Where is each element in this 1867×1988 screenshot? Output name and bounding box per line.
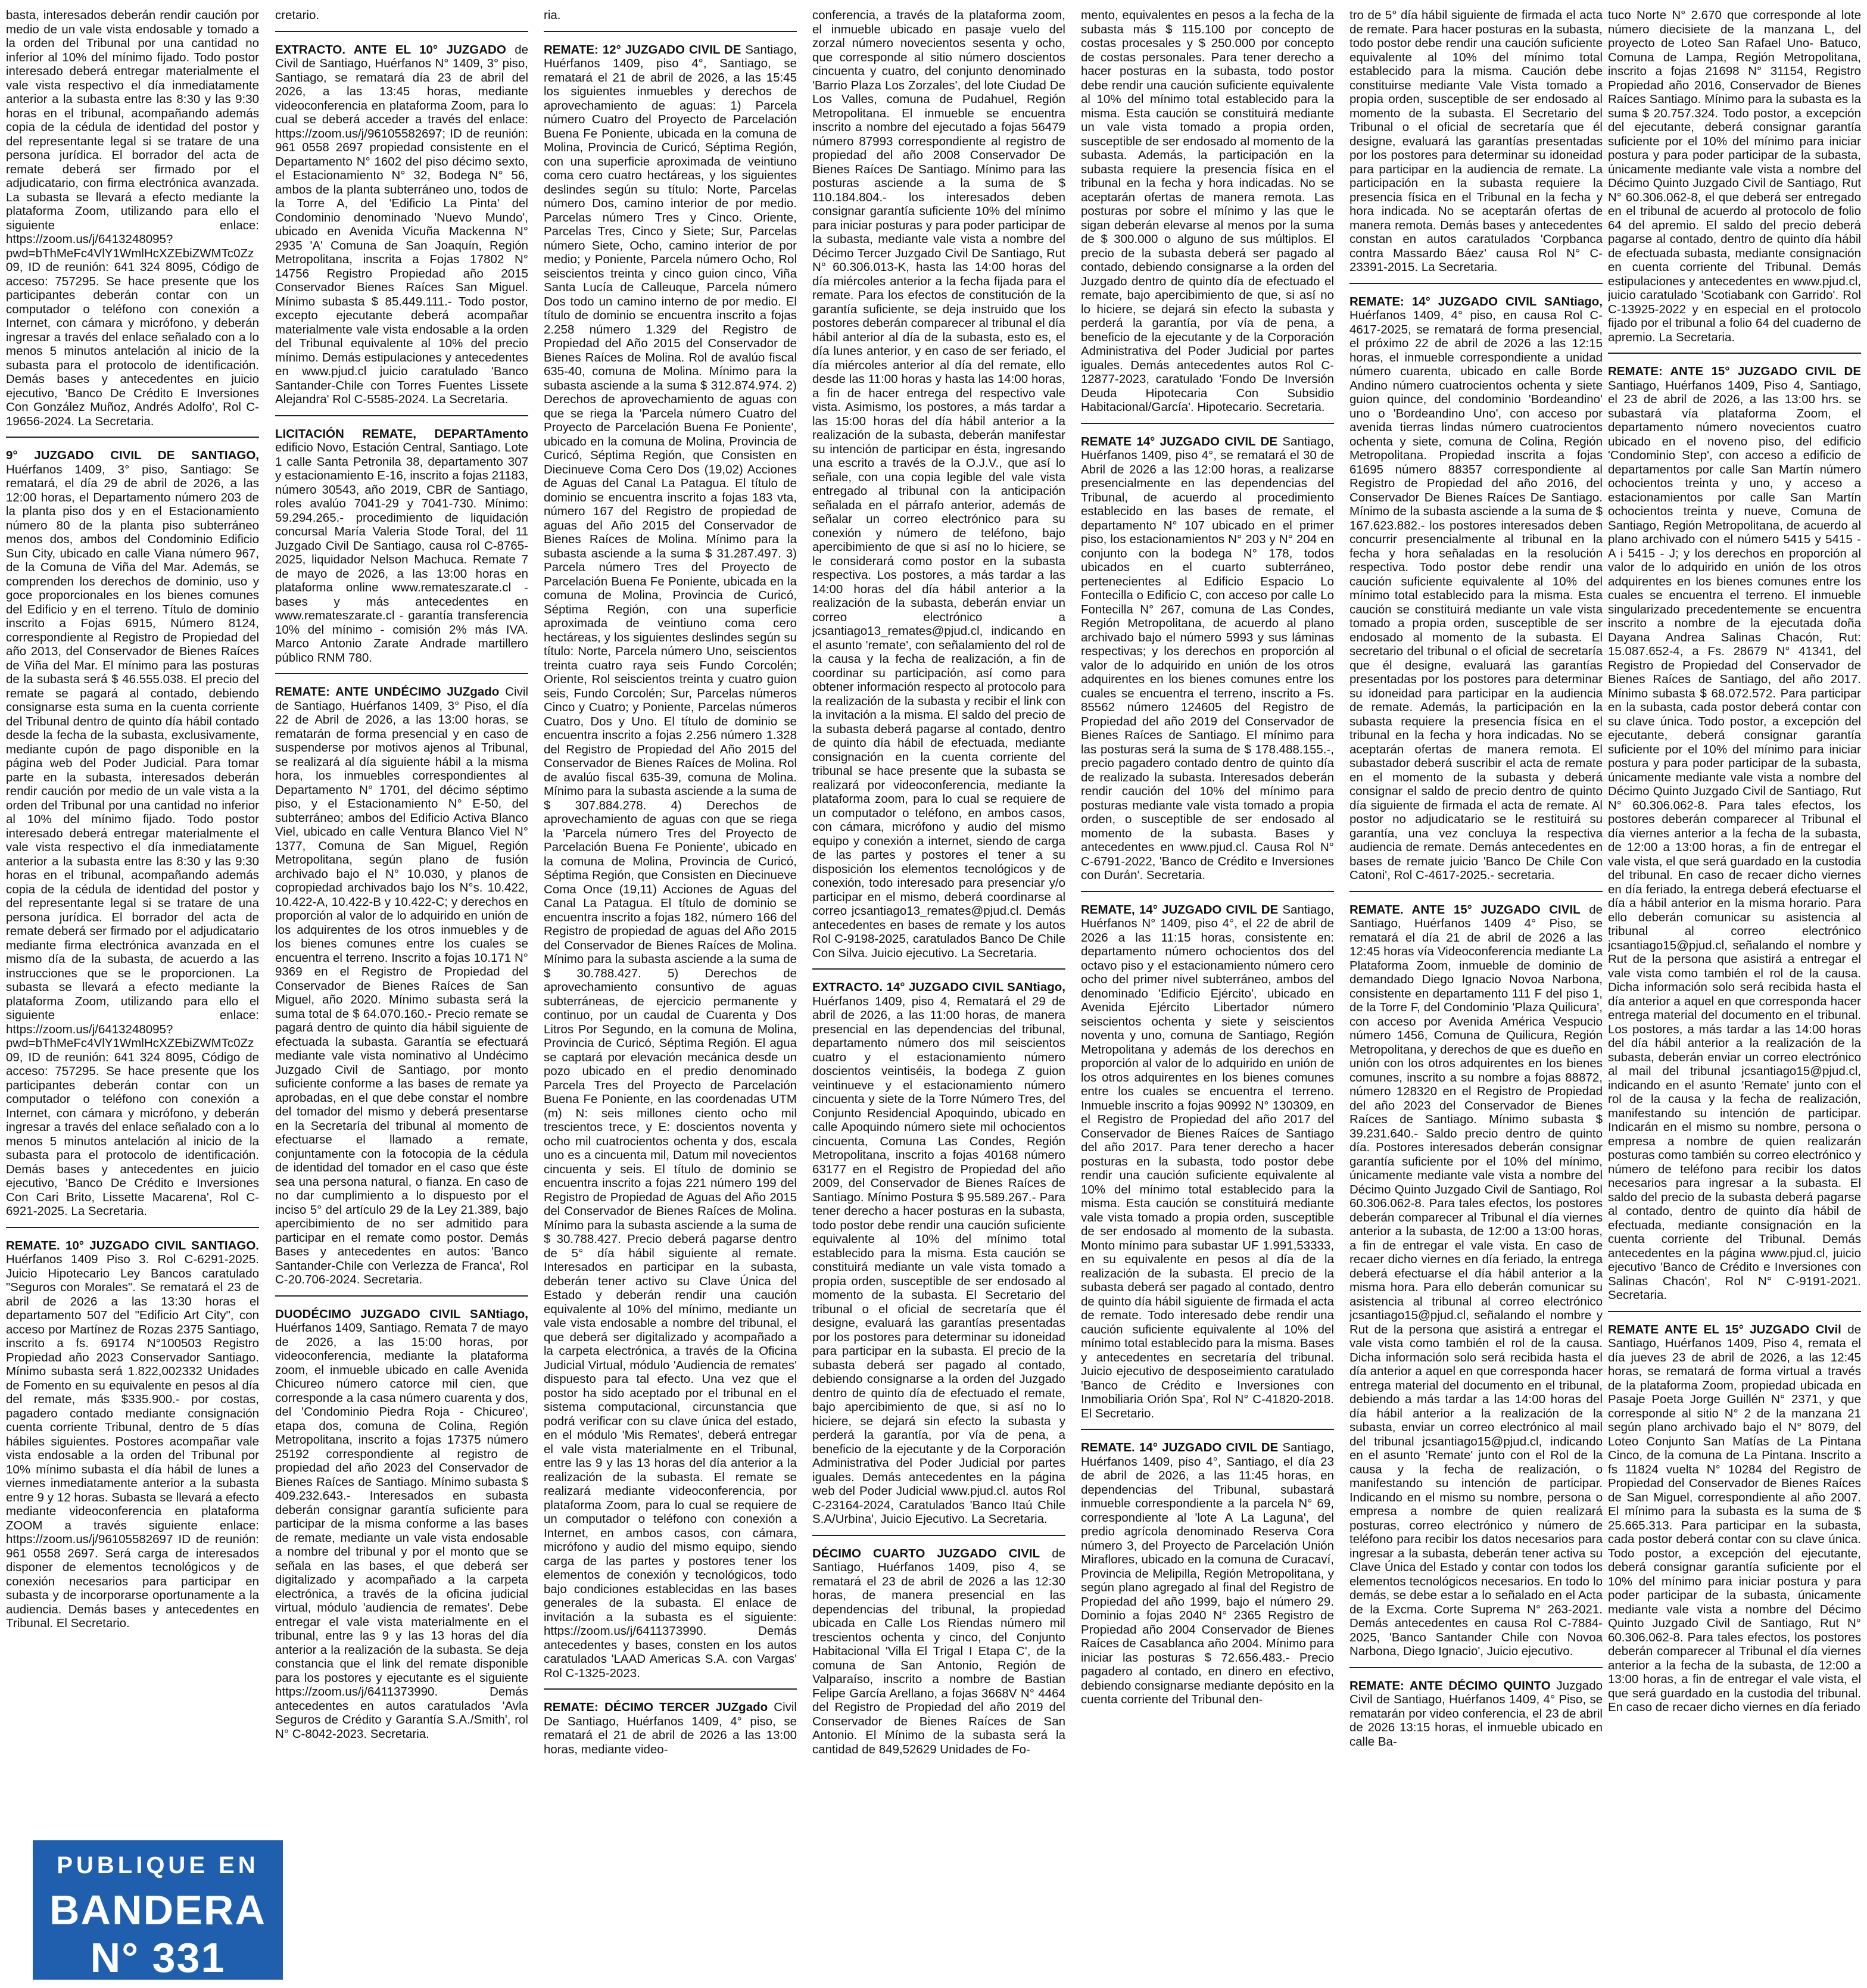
classified-ad [1081,903,1334,1431]
classified-ad [1608,8,1861,354]
classified-ad [1349,903,1603,1668]
ad-body: de Santiago, Huérfanos 1409, Piso 4, remata el día jueves 23 de abril de 2026, a las 12:45 horas, se rematará de forma virtual a través de la plataforma Zoom, propiedad ubicada en Pasaje Poeta Jorge Guillén N° 2371, y que corresponde al sitio N° 2 de la manzana 21 según plano archivado bajo el N° 8079, del Loteo Conjunto San Matías de La Pintana Cinco, de la comuna de La Pintana. Inscrito a fs 11824 vuelta N° 10284 del Registro de Propiedad del Conservador de Bienes Raíces de San Miguel, correspondiente al año 2007. El mínimo para la subasta es la suma de $ 25.665.313. Para participar en la subasta, cada postor deberá contar con su clave única. Todo postor, a excepción del ejecutante, deberá consignar garantía suficiente por el 10% del mínimo para iniciar postura y para poder participar de la subasta, únicamente mediante vale vista a nombre del Décimo Quinto Juzgado Civil de Santiago, Rut N° 60.306.062-8. Para tales efectos, los postores deberán comparecer al Tribunal el día viernes anterior a la fecha de la subasta, de 12:00 a 13:00 horas, a fin de entregar el vale vista, el que será guardado en la custodia del tribunal. En caso de recaer dicho viernes en día feriado [1608,1322,1861,1714]
ad-heading: REMATE. 10° JUZGADO CIVIL SANTIAGO. [6,1238,259,1252]
ad-body: de Civil de Santiago, Huérfanos N° 1409, 3° piso, Santiago, se rematará día 23 de abril del 2026, a las 13:45 horas, mediante videoconferencia en plataforma Zoom, para lo cual se deberá acceder a través del enlace: https://zoom.us/j/96105582697; ID de reunión: 961 0558 2697 propiedad consistente en el Departamento N° 1602 del piso décimo sexto, el Estacionamiento N° 32, Bodega N° 56, ambos de la planta subterráneo uno, todos de la Torre A, del 'Edificio La Pinta' del Condominio denominado 'Nuevo Mundo', ubicado en Avenida Vicuña Mackenna N° 2935 'A' Comuna de San Joaquín, Región Metropolitana, inscrita a Fojas 17802 N° 14756 Registro Propiedad año 2015 Conservador Bienes Raíces San Miguel. Mínimo subasta $ 85.449.111.- Todo postor, excepto ejecutante deberá acompañar materialmente vale vista endosable a la orden del Tribunal equivalente al 10% del precio mínimo. Demás estipulaciones y antecedentes en www.pjud.cl juicio caratulado 'Banco Santander-Chile con Torres Fuentes Lissete Alejandra' Rol C-5585-2024. La Secretaria. [275,42,528,406]
ad-body: Huérfanos 1409, 3° piso, Santiago: Se rematará, el día 29 de abril de 2026, a las 12:00 horas, el Departamento número 203 de la planta piso dos y en el Estacionamiento número 80 de la planta piso subterráneo menos dos, ambos del Condominio Edificio Sun City, ubicado en calle Viana número 967, de la Comuna de Viña del Mar. Además, se comprenden los derechos de dominio, uso y goce proporcionales en los bienes comunes del Edificio y en el terreno. Título de dominio inscrito a Fojas 6915, Número 8124, correspondiente al Registro de Propiedad del año 2013, del Conservador de Bienes Raíces de Viña del Mar. El mínimo para las posturas de la subasta será $ 46.555.038. El precio del remate se pagará al contado, debiendo consignarse esta suma en la cuenta corriente del Tribunal dentro de quinto día hábil contado desde la fecha de la subasta, exclusivamente, mediante cupón de pago disponible en la página web del Poder Judicial. Para tomar parte en la subasta, interesados deberán rendir caución por medio de un vale vista a la orden del Tribunal por una cantidad no inferior al 10% del mínimo fijado. Todo postor interesado deberá entregar materialmente el vale vista respectivo el día inmediatamente anterior a la subasta entre las 8:30 y las 9:30 horas en el tribunal, acompañando además copia de la cédula de identidad del postor y del representante legal si se tratare de una persona jurídica. El borrador del acta de remate deberá ser firmado por el adjudicatario mediante firma electrónica avanzada en el mismo día de la subasta, de acuerdo a las instrucciones que se le proporcionen. La subasta se llevará a efecto mediante la plataforma Zoom, utilizando para ello el siguiente enlace: https://zoom.us/j/6413248095?pwd=bThMeFc4VlY1WmlHcXZEbiZWMTc0Zz09, ID de reunión: 641 324 8095, Código de acceso: 757295. Se hace presente que los participantes deberán contar con un computador o teléfono con conexión a Internet, con cámara y micrófono, y deberán ingresar a través del enlace señalado con a lo menos 5 minutos antelación al inicio de la subasta para el protocolo de identificación. Demás bases y antecedentes en juicio ejecutivo, 'Banco De Crédito e Inversiones Con Cari Brito, Lissette Macarena', Rol C-6921-2025. La Secretaria. [6,462,259,1218]
banner-line2: BANDERA N° 331 [49,1887,266,1981]
ad-body: Huérfanos 1409, piso 4, Rematará el 29 de abril de 2026, a las 11:00 horas, de manera presencial en las dependencias del tribunal, departamento número dos mil seiscientos cuatro y el estacionamiento número doscientos veintiséis, la bodega Z guion veintinueve y el estacionamiento número cincuenta y siete de la Torre Número Tres, del Conjunto Residencial Apoquindo, ubicado en calle Apoquindo número siete mil ochocientos cincuenta, Comuna Las Condes, Región Metropolitana, inscrito a fojas 40168 número 63177 en el Registro de Propiedad del año 2009, del Conservador de Bienes Raíces de Santiago. Mínimo Postura $ 95.589.267.- Para tener derecho a hacer posturas en la subasta, todo postor debe rendir una caución suficiente equivalente al 10% del mínimo total establecido para la misma. Esta caución se constituirá mediante un vale vista tomado a propia orden, susceptible de ser endosado al momento de la subasta. El Secretario del tribunal o el oficial de secretaría que él designe, evaluará las garantías presentadas por los postores para determinar su idoneidad para participar en la subasta. El precio de la subasta deberá ser pagado al contado, debiendo consignarse a la orden del Juzgado dentro de quinto día de efectuado el remate, bajo apercibimiento de que, si así no lo hiciere, se dejará sin efecto la subasta y perderá la garantía, por vía de pena, a beneficio de la ejecutante y de la Corporación Administrativa del Poder Judicial por partes iguales. Demás antecedentes en la página web del Poder Judicial www.pjud.cl. autos Rol C-23164-2024, Caratulados 'Banco Itaú Chile S.A/Urbina', Juicio Ejecutivo. La Secretaria. [812,994,1065,1526]
ad-heading: EXTRACTO. 14° JUZGADO CIVIL SANtiago, [812,980,1065,994]
ad-body: Huérfanos 1409 Piso 3. Rol C-6291-2025. Juicio Hipotecario Ley Bancos caratulado "Seguros con Morales". Se rematará el 23 de abril de 2026 a las 13:30 horas el departamento 507 del "Edificio Art City", con acceso por Martínez de Rozas 2375 Santiago, inscrito a fs. 69174 N°100503 Registro Propiedad año 2023 Conservador Santiago. Mínimo subasta será 1.822,002332 Unidades de Fomento en su equivalente en pesos al día del remate, más $335.900.- por costas, pagadero contado mediante consignación cuenta corriente Tribunal, dentro de 5 días hábiles siguientes. Postores acompañar vale vista endosable a la orden del Tribunal por 10% mínimo subasta el día hábil de lunes a viernes inmediatamente anterior a la subasta entre 9 y 12 horas. Subasta se llevará a efecto mediante videoconferencia en plataforma ZOOM a través siguiente enlace: https://zoom.us/j/96105582697 ID de reunión: 961 0558 2697. Será carga de interesados disponer de elementos tecnológicos y de conexión necesarios para participar en subasta y de incorporarse oportunamente a la audiencia. Demás bases y antecedentes en Tribunal. El Secretario. [6,1252,259,1630]
ad-body: Santiago, Huérfanos 1409, Piso 4, Santiago, el 23 de abril de 2026, a las 13:00 hrs. se subastará vía plataforma Zoom, el departamento número novecientos cuatro ubicado en el noveno piso, del edificio 'Condominio Step', con acceso a edificio de departamentos por calle San Martín número ochocientos treinta y uno, y acceso a estacionamientos por calle San Martín ochocientos treinta y nueve, Comuna de Santiago, Región Metropolitana, de acuerdo al plano archivado con el número 5415 y 5415 - A i 5415 - J; y los derechos en proporción al valor de lo adquirido en unión de los otros adquirentes en los bienes comunes entre los cuales se encuentra el terreno. El inmueble singularizado precedentemente se encuentra inscrito a nombre de la ejecutada doña Dayana Andrea Salinas Chacón, Rut: 15.087.652-4, a Fs. 28679 N° 41341, del Registro de Propiedad del Conservador de Bienes Raíces de Santiago, del año 2017. Mínimo subasta $ 68.072.572. Para participar en la subasta, cada postor deberá contar con su clave única. Todo postor, a excepción del ejecutante, deberá consignar garantía suficiente por el 10% del mínimo para iniciar postura y para poder participar de la subasta, únicamente mediante vale vista a nombre del Décimo Quinto Juzgado Civil de Santiago, Rut N° 60.306.062-8. Para tales efectos, los postores deberán comparecer al Tribunal el día viernes anterior a la fecha de la subasta, de 12:00 a 13:00 horas, a fin de entregar el vale vista, el que será guardado en la custodia del tribunal. En caso de recaer dicho viernes en día feriado, la entrega deberá efectuarse el día a hábil anterior en la misma horario. Para ello deberán comunicar su asistencia al tribunal al correo electrónico jcsantiago15@pjud.cl, señalando el nombre y Rut de la persona que asistirá a entregar el vale vista como también el rol de la causa. Dicha información solo será recibida hasta el día anterior a aquel en que corresponda hacer entrega material del documento en el tribunal. Los postores, a más tardar a las 14:00 horas del día hábil anterior a la realización de la subasta, deberán enviar un correo electrónico al mail del tribunal jcsantiago15@pjud.cl, indicando en el asunto 'Remate' junto con el rol de la causa y la fecha de realización, manifestando su intención de participar. Indicarán en el mismo su nombre, persona o empresa a nombre de quien realizarán posturas como también su correo electrónico y número de teléfono para recibir los datos necesarios para ingresar a la subasta. El saldo del precio de la subasta deberá pagarse al contado, dentro de quinto día hábil de efectuada, mediante consignación en la cuenta corriente del Tribunal. Demás antecedentes en la página www.pjud.cl, juicio ejecutivo 'Banco de Crédito e Inversiones con Salinas Chacón', Rol N° C-9191-2021. Secretaria. [1608,378,1861,1302]
ad-heading: REMATE: DÉCIMO TERCER JUZgado [544,1700,768,1714]
ad-body: Santiago, Huérfanos N° 1409, piso 4°, el 22 de abril de 2026 a las 11:15 horas, consistente en: departamento número ochocientos dos del octavo piso y el estacionamiento número cero ocho del primer nivel subterráneo, ambos del denominado 'Edificio Ejército', ubicado en Avenida Ejército Libertador número seiscientos ochenta y siete y seiscientos noventa y uno, comuna de Santiago, Región Metropolitana y además de los derechos en proporción al valor de lo adquirido en unión de los otros adquirentes en los bienes comunes entre los cuales se encuentra el terreno. Inmueble inscrito a fojas 90992 N° 130309, en el Registro de Propiedad del año 2017 del Conservador de Bienes Raíces de Santiago del año 2017. Para tener derecho a hacer posturas en la subasta, todo postor debe rendir una caución suficiente equivalente al 10% del mínimo total establecido para la misma. Esta caución se constituirá mediante vale vista tomado a propia orden, susceptible de ser endosado al momento de la subasta. Monto mínimo para subastar UF 1.991,53333, en su equivalente en pesos al día de la realización de la subasta. El precio de la subasta deberá ser pagado al contado, dentro de quinto día hábil siguiente de firmada el acta de remate. Todo interesado debe rendir una caución suficiente equivalente al 10% del mínimo total establecido para la misma. Bases y antecedentes en secretaría del tribunal. Juicio ejecutivo de desposeimiento caratulado 'Banco de Crédito e Inversiones con Inmobiliaria Orión Spa', Rol N° C-41820-2018. El Secretario. [1081,902,1334,1420]
ad-body: cretario. [275,8,320,22]
column-1 [6,8,259,1837]
classified-ad [544,8,797,32]
column-6 [1349,8,1603,1988]
ad-heading: 9° JUZGADO CIVIL DE SANTIAGO, [6,448,259,462]
classified-ad [275,685,528,1297]
classified-ad [812,980,1065,1536]
ad-heading: REMATE: 14° JUZGADO CIVIL SANtiago, [1349,294,1603,309]
column-5 [1081,8,1334,1988]
classified-ad [275,8,528,32]
classified-ad [1608,1323,1861,1715]
ad-body: de Santiago, Huérfanos 1409, piso 4, se rematará el 23 de abril de 2026 a las 12:30 horas, de manera presencial en las dependencias del tribunal, la propiedad ubicada en Calle Los Riendas número mil trescientos ochenta y cinco, del Conjunto Habitacional 'Villa El Trigal I Etapa C', de la comuna de San Antonio, Región de Valparaíso, inscrito a nombre de Bastian Felipe García Arellano, a fojas 3668V N° 4464 del Registro de Propiedad del año 2019 del Conservador de Bienes Raíces de San Antonio. El Mínimo de la subasta será la cantidad de 849,52629 Unidades de Fo- [812,1546,1065,1756]
ad-heading: EXTRACTO. ANTE EL 10° JUZGADO [275,42,506,57]
ad-heading: REMATE. 14° JUZGADO CIVIL DE [1081,1441,1279,1454]
ad-heading: REMATE: ANTE 15° JUZGADO CIVIL DE [1608,364,1861,378]
ad-body: Santiago, Huérfanos 1409, piso 4°, se rematará el 30 de Abril de 2026 a las 12:00 horas, a realizarse presencialmente en las dependencias del Tribunal, de acuerdo al procedimiento establecido en las bases de remate, el departamento N° 107 ubicado en el primer piso, los estacionamientos N° 203 y N° 204 en conjunto con la bodega N° 178, todos ubicados en el cuarto subterráneo, pertenecientes al Edificio Espacio Lo Fontecilla o Edificio C, con acceso por calle Lo Fontecilla N° 267, comuna de Las Condes, Región Metropolitana, de acuerdo al plano archivado bajo el número 5993 y sus láminas respectivas; y los derechos en proporción al valor de lo adquirido en unión de los otros adquirentes en los bienes comunes entre los cuales se encuentra el terreno, inscrito a Fs. 85562 número 124605 del Registro de Propiedad del año 2019 del Conservador de Bienes Raíces de Santiago. El mínimo para las posturas será la suma de $ 178.488.155.-, precio pagadero contado dentro de quinto día de realizado la subasta. Interesados deberán rendir caución del 10% del mínimo para posturas mediante vale vista tomado a propia orden, o susceptible de ser endosado al momento de la subasta. Bases y antecedentes en www.pjud.cl. Causa Rol N° C-6791-2022, 'Banco de Crédito e Inversiones con Durán'. Secretaria. [1081,434,1334,882]
ad-body: Huérfanos 1409, 4° piso, en causa Rol C-4617-2025, se rematará de forma presencial, el próximo 22 de abril de 2026 a las 12:15 horas, el inmueble correspondiente a unidad número cuarenta, ubicado en calle Borde Andino número cuatrocientos ochenta y siete guion quince, del condominio 'Bordeandino' uno o 'Bordeandino Uno', con acceso por avenida tierras lindas número cuatrocientos ochenta y siete, comuna de Colina, Región Metropolitana. Propiedad inscrita a fojas 61695 número 88357 correspondiente al Registro de Propiedad del año 2016, del Conservador De Bienes Raíces De Santiago. Mínimo de la subasta asciende a la suma de $ 167.623.882.- los postores interesados deben concurrir presencialmente al tribunal en la fecha y hora señaladas en la resolución respectiva. Todo postor debe rendir una caución suficiente equivalente al 10% del mínimo total establecido para la misma. Esta caución se constituirá mediante un vale vista tomado a propia orden, susceptible de ser endosado al momento de la subasta. El secretario del tribunal o el oficial de secretaría que él designe, evaluará las garantías presentadas por los postores para determinar su idoneidad para participar en la audiencia de remate. Además, la participación en la subasta requiere la presencia física en el tribunal en la fecha y hora indicadas. No se aceptarán ofertas de manera remota. El subastador deberá suscribir el acta de remate en el momento de la subasta y deberá consignar el saldo de precio dentro de quinto día siguiente de firmada el acta de remate. Al postor no adjudicatario se le restituirá su garantía, una vez concluya la respectiva audiencia de remate. Demás antecedentes en bases de remate juicio 'Banco De Chile Con Catoni', Rol C-4617-2025.- secretaria. [1349,309,1603,882]
column-2 [275,8,528,1988]
ad-body: ria. [544,8,561,22]
ad-heading: DUODÉCIMO JUZGADO CIVIL SANtiago, [275,1307,528,1321]
ad-body: conferencia, a través de la plataforma zoom, el inmueble ubicado en pasaje vuelo del zorzal número novecientos sesenta y ocho, que corresponde al sitio número doscientos cincuenta y cuatro, del conjunto denominado 'Barrio Plaza Los Zorzales', del lote Ciudad De Los Valles, comuna de Pudahuel, Región Metropolitana. El inmueble se encuentra inscrito a nombre del ejecutado a fojas 56479 número 87993 correspondiente al registro de propiedad del año 2008 Conservador De Bienes Raíces De Santiago. Mínimo para las posturas asciende a la suma de $ 110.184.804.- los interesados deben consignar garantía suficiente 10% del mínimo para iniciar posturas y para poder participar de la subasta, mediante vale vista a nombre del Décimo Tercer Juzgado Civil De Santiago, Rut N° 60.306.013-K, hasta las 14:00 horas del día miércoles anterior a la fecha fijada para el remate. Para los efectos de constitución de la garantía suficiente, se deja instruido que los postores deberán comparecer al tribunal el día hábil anterior al día de la subasta, esto es, el día lunes anterior, y en caso de ser feriado, el día miércoles anterior al día del remate, ello desde las 11:00 horas y hasta las 14:00 horas, a fin de hacer entrega del respectivo vale vista. Asimismo, los postores, a más tardar a las 15:00 horas del día hábil anterior a la realización de la subasta, deberán manifestar su intención de participar en ésta, ingresando una escrito a través de la O.J.V., que así lo señale, con una copia legible del vale vista entregado al tribunal con la anticipación señalada en el párrafo anterior, además de señalar un correo electrónico para su conexión y número de teléfono, bajo apercibimiento de que si así no lo hiciere, se le considerará como postor en la subasta respectiva. Los postores, a más tardar a las 14:00 horas del día hábil anterior a la realización de la subasta, deberán enviar un correo electrónico a jcsantiago13_remates@pjud.cl, indicando en el asunto 'remate', con señalamiento del rol de la causa y la fecha de realización, a fin de coordinar su participación, así como para obtener información respecto al protocolo para la realización de la subasta y recibir el link con la invitación a la misma. El saldo del precio de la subasta deberá pagarse al contado, dentro de quinto día hábil de efectuada, mediante consignación en la cuenta corriente del tribunal se hace presente que la subasta se realizará por videoconferencia, mediante la plataforma zoom, para lo cual se requiere de un computador o teléfono, en ambos casos, con cámara, micrófono y audio del mismo equipo y conexión a internet, siendo de carga de las partes y postores el tener a su disposición los elementos tecnológicos y de conexión, todo interesado para presenciar y/o participar en el mismo, deberá coordinarse al correo jcsantiago13_remates@pjud.cl. Demás antecedentes en bases de remate y los autos Rol C-9198-2025, caratulados Banco De Chile Con Silva. Juicio ejecutivo. La Secretaria. [812,8,1065,960]
classified-ad [275,1307,528,1741]
classified-ad [1349,8,1603,284]
ad-body: basta, interesados deberán rendir caución por medio de un vale vista endosable y tomado a la orden del Tribunal por una cantidad no inferior al 10% del mínimo fijado. Todo postor interesado deberá entregar materialmente el vale vista respectivo el día inmediatamente anterior a la subasta entre las 8:30 y las 9:30 horas en el tribunal, acompañando además copia de la cédula de identidad del postor y del representante legal si se tratare de una persona jurídica. El borrador del acta de remate deberá ser firmado por el adjudicatario, con firma electrónica avanzada. La subasta se llevará a efecto mediante la plataforma Zoom, utilizando para ello el siguiente enlace: https://zoom.us/j/6413248095?pwd=bThMeFc4VlY1WmlHcXZEbiZWMTc0Zz09, ID de reunión: 641 324 8095, Código de acceso: 757295. Se hace presente que los participantes deberán contar con un computador o teléfono con conexión a Internet, con cámara y micrófono, y deberán ingresar a través del enlace señalado con a lo menos 5 minutos antelación al inicio de la subasta para el protocolo de identificación. Demás bases y antecedentes en juicio ejecutivo, 'Banco De Crédito E Inversiones Con González Muñoz, Andrés Adolfo', Rol C-19656-2024. La Secretaria. [6,8,259,428]
ad-heading: REMATE 14° JUZGADO CIVIL DE [1081,434,1278,448]
column-3 [544,8,797,1988]
ad-heading: REMATE. ANTE 15° JUZGADO CIVIL [1349,902,1581,917]
ad-body: tuco Norte N° 2.670 que corresponde al lote número diecisiete de la manzana L, del proyecto de Loteo San Rafael Uno- Batuco, Comuna de Lampa, Región Metropolitana, inscrito a fojas 21698 N° 31154, Registro Propiedad año 2016, Conservador de Bienes Raíces Santiago. Mínimo para la subasta es la suma $ 20.757.324. Todo postor, a excepción del ejecutante, deberá consignar garantía suficiente por el 10% del mínimo para iniciar postura y para poder participar de la subasta, únicamente mediante vale vista a nombre del Décimo Quinto Juzgado Civil de Santiago, Rut N° 60.306.062-8, el que deberá ser entregado en el tribunal de acuerdo al protocolo de folio 64 del apremio. El saldo del precio deberá pagarse al contado, dentro de quinto día hábil de efectuada subasta, mediante consignación en cuenta corriente del Tribunal. Demás estipulaciones y antecedentes en www.pjud.cl, juicio caratulado 'Scotiabank con Garrido'. Rol C-13925-2022 y en especial en el protocolo fijado por el tribunal a folio 64 del cuaderno de apremio. La Secretaria. [1608,8,1861,344]
ad-heading: DÉCIMO CUARTO JUZGADO CIVIL [812,1546,1040,1560]
ad-body: Santiago, Huérfanos 1409, piso 4°, Santiago, se rematará el 21 de abril de 2026, a las 15:45 los siguientes inmuebles y derechos de aprovechamiento de aguas: 1) Parcela número Cuatro del Proyecto de Parcelación Buena Fe Poniente, ubicada en la comuna de Molina, Provincia de Curicó, Séptima Región, con una superficie aproximada de veintiuno coma cero cuatro hectáreas, y los siguientes deslindes según su título: Norte, Parcelas número Dos, camino interior de por medio. Parcelas número Tres y Cinco. Oriente, Parcelas Tres, Cinco y Siete; Sur, Parcelas número Siete, Ocho, camino interior de por medio; y Poniente, Parcela número Ocho, Rol seiscientos treinta y cinco guion cinco, Viña Santa Lucía de Calleuque, Parcela número Dos todo un camino interno de por medio. El título de dominio se encuentra inscrito a fojas 2.258 número 1.329 del Registro de Propiedad del Año 2015 del Conservador de Bienes Raíces de Molina. Rol de avalúo fiscal 635-40, comuna de Molina. Mínimo para la subasta asciende a la suma $ 312.874.974. 2) Derechos de aprovechamiento de aguas con que se riega la 'Parcela número Cuatro del Proyecto de Parcelación Buena Fe Poniente', ubicado en la comuna de Molina, Provincia de Curicó, Séptima Región, que Consisten en Diecinueve Coma Cero Dos (19,02) Acciones de Aguas del Canal La Patagua. El título de dominio se encuentra inscrito a fojas 183 vta, número 167 del Registro de propiedad de aguas del Año 2015 del Conservador de Bienes Raíces de Molina. Mínimo para la subasta asciende a la suma $ 31.287.497. 3) Parcela número Tres del Proyecto de Parcelación Buena Fe Poniente, ubicada en la comuna de Molina, Provincia de Curicó, Séptima Región, con una superficie aproximada de veintiuno coma cero hectáreas, y los siguientes deslindes según su título: Norte, Parcela número Uno, seiscientos treinta cuatro raya seis Fundo Corcolén; Oriente, Rol seiscientos treinta y cuatro guion seis, Fundo Corcolén; Sur, Parcelas números Cinco y Cuatro; y Poniente, Parcelas números Cuatro, Dos y Uno. El título de dominio se encuentra inscrito a fojas 2.256 número 1.328 del Registro de Propiedad del Año 2015 del Conservador de Bienes Raíces de Molina. Rol de avalúo fiscal 635-39, comuna de Molina. Mínimo para la subasta asciende a la suma de $ 307.884.278. 4) Derechos de aprovechamiento de aguas con que se riega la 'Parcela número Tres del Proyecto de Parcelación Buena Fe Poniente', ubicado en la comuna de Molina, Provincia de Curicó, Séptima Región, que Consisten en Diecinueve Coma Once (19,11) Acciones de Aguas del Canal La Patagua. El título de dominio se encuentra inscrito a fojas 182, número 166 del Registro de propiedad de aguas del Año 2015 del Conservador de Bienes Raíces de Molina. Mínimo para la subasta asciende a la suma de $ 30.788.427. 5) Derechos de aprovechamiento consuntivo de aguas subterráneas, de ejercicio permanente y continuo, por un caudal de Cuarenta y Dos Litros Por Segundo, en la comuna de Molina, Provincia de Curicó, Séptima Región. El agua se captará por elevación mecánica desde un pozo ubicado en el predio denominado Parcela Tres del Proyecto de Parcelación Buena Fe Poniente, en las coordenadas UTM (m) N: seis millones ciento ocho mil trescientos trece, y E: doscientos noventa y ocho mil cuatrocientos ochenta y dos, escala uno es a cincuenta mil, Datum mil novecientos cincuenta y seis. El título de dominio se encuentra inscrito a fojas 221 número 199 del Registro de Propiedad de Aguas del Año 2015 del Conservador de Bienes Raíces de Molina. Mínimo para la subasta asciende a la suma de $ 30.788.427. Precio deberá pagarse dentro de 5° día hábil siguiente al remate. Interesados en participar en la subasta, deberán tener activo su Clave Única del Estado y deberán rendir una caución equivalente al 10% del mínimo, mediante un vale vista endosable a nombre del tribunal, el que deberá ser digitalizado y acompañado a la carpeta electrónica, a través de la Oficina Judicial Virtual, módulo 'Audiencia de remates' dispuesto para tal efecto. Una vez que el postor ha sido aceptado por el tribunal en el sistema computacional, circunstancia que podrá verificar con su clave única del estado, en el módulo 'Mis Remates', deberá entregar el vale vista materialmente en el Tribunal, entre las 9 y las 13 horas del día anterior a la realización de la subasta. El remate se realizará mediante videoconferencia, por plataforma Zoom, para lo cual se requiere de un computador o teléfono con conexión a Internet, en ambos casos, con cámara, micrófono y audio del mismo equipo, siendo carga de las partes y postores tener los elementos de conexión y tecnológicos, todo bajo condiciones establecidas en las bases generales de la subasta. El enlace de invitación a la subasta es el siguiente: https://zoom.us/j/6411373990. Demás antecedentes y bases, consten en los autos caratulados 'LAAD Americas S.A. con Vargas' Rol C-1325-2023. [544,42,797,1680]
classified-ad [544,43,797,1690]
classified-ad [544,1700,797,1756]
ad-body: edificio Novo, Estación Central, Santiago. Lote 1 calle Santa Petronila 38, departamento 307 y estacionamiento E-16, inscrito a fojas 21183, número 30543, año 2019, CBR de Santiago, roles avalúo 7041-29 y 7041-730. Mínimo: 59.294.265.- procedimiento de liquidación concursal María Valeria Stode Toral, del 11 Juzgado Civil De Santiago, causa rol C-8765-2025, liquidador Nelson Machuca. Remate 7 de mayo de 2026, a las 13:00 horas en plataforma online www.remateszarate.cl - bases y más antecedentes en www.remateszarate.cl - garantía transferencia 10% del mínimo - comisión 2% más IVA. Marco Antonio Zarate Andrade martillero público RNM 780. [275,441,528,665]
classified-ad [1081,1441,1334,1707]
ad-body: Juzgado Civil de Santiago, Huérfanos 1409, 4° Piso, se rematarán por video conferencia, el 23 de abril de 2026 13:15 horas, el inmueble ubicado en calle Ba- [1349,1678,1603,1749]
classified-ad [6,8,259,438]
column-7 [1608,8,1861,1988]
classified-ad [1608,364,1861,1312]
ad-heading: REMATE, 14° JUZGADO CIVIL DE [1081,902,1279,917]
ad-heading: REMATE: ANTE DÉCIMO QUINTO [1349,1678,1551,1693]
ad-body: Santiago, Huérfanos 1409, piso 4°, Santiago, el día 23 de abril de 2026, a las 11:45 horas, en dependencias del Tribunal, subastará inmueble correspondiente a la parcela N° 69, correspondiente al 'lote A La Laguna', del predio agrícola denominado Reserva Cora número 3, del Proyecto de Parcelación Unión Miraflores, ubicado en la comuna de Curacaví, Provincia de Melipilla, Región Metropolitana, y según plano agregado al final del Registro de Propiedad del año 1999, bajo el número 29. Dominio a fojas 2040 N° 2365 Registro de Propiedad año 2004 Conservador de Bienes Raíces de Casablanca año 2004. Mínimo para iniciar las posturas $ 72.656.483.- Precio pagadero al contado, en dinero en efectivo, debiendo consignarse mediante depósito en la cuenta corriente del Tribunal den- [1081,1441,1334,1706]
publique-banner [33,1840,283,1980]
ad-heading: REMATE: ANTE UNDÉCIMO JUZgado [275,685,500,699]
classified-ad [812,8,1065,970]
ad-body: tro de 5° día hábil siguiente de firmada el acta de remate. Para hacer posturas en la subasta, todo postor debe rendir una caución suficiente equivalente al 10% del mínimo total establecido para la misma. Caución debe constituirse mediante Vale Vista tomado a propia orden, susceptible de ser endosado al momento de la subasta. El Secretario del Tribunal o el oficial de secretaría que él designe, evaluará las garantías presentadas por los postores para determinar su idoneidad para participar en la audiencia de remate. La participación en la subasta requiere la presencia física en el Tribunal en la fecha y hora indicada. No se aceptarán ofertas de manera remota. Demás bases y antecedentes constan en autos caratulados 'Corpbanca contra Massardo Báez' causa Rol N° C-23391-2015. La Secretaria. [1349,8,1603,274]
column-4 [812,8,1065,1988]
classified-ad [275,43,528,416]
ad-body: de Santiago, Huérfanos 1409 4° Piso, se rematará el día 21 de abril de 2026 a las 12:45 horas vía Videoconferencia mediante La Plataforma Zoom, inmueble de dominio de demandado Diego Ignacio Novoa Narbona, consistente en departamento 111 F del piso 1, de la Torre F, del Condominio 'Plaza Quilicura', con acceso por Avenida América Vespucio número 1456, Comuna de Quilicura, Región Metropolitana, y derechos de que es dueño en unión con los otros adquirentes en los bienes comunes, inscrito a su nombre a fojas 88872, número 128320 en el Registro de Propiedad del año 2023 del Conservador de Bienes Raíces de Santiago. Mínimo subasta $ 39.231.640.- Saldo precio dentro de quinto día. Postores interesados deberán consignar garantía suficiente por el 10% del mínimo, únicamente mediante vale vista a nombre del Décimo Quinto Juzgado Civil de Santiago, Rol 60.306.062-8. Para tales efectos, los postores deberán comparecer al Tribunal el día viernes anterior a la subasta, de 12:00 a 13:00 horas, a fin de entregar el vale vista. En caso de recaer dicho viernes en día feriado, la entrega deberá efectuarse el día hábil anterior a la misma hora. Para ello deberán comunicar su asistencia al tribunal al correo electrónico jcsantiago15@pjud.cl, señalando el nombre y Rut de la persona que asistirá a entregar el vale vista como también el rol de la causa. Dicha información solo será recibida hasta el día anterior a aquel en que corresponda hacer entrega material del documento en el tribunal, debiendo a más tardar a las 14:00 horas del día hábil anterior a la realización de la subasta, enviar un correo electrónico al mail del tribunal jcsantiago15@pjud.cl, indicando en el asunto 'Remate' junto con el Rol de la causa y la fecha de realización, o manifestando su intención de participar. Indicando en el mismo su nombre, persona o empresa a nombre de quien realizará posturas, correo electrónico y número de teléfono para recibir los datos necesarios para ingresar a la subasta, deberán tener activa su Clave Única del Estado y contar con todos los elementos tecnológicos necesarios. En todo lo demás, se debe estar a lo señalado en el Acta de la Excma. Corte Suprema N° 263-2021. Demás antecedentes en causa Rol C-7884-2025, 'Banco Santander Chile con Novoa Narbona, Diego Ignacio', Juicio ejecutivo. [1349,902,1603,1658]
classified-ad [1081,8,1334,424]
banner-line1: PUBLIQUE EN [57,1852,259,1878]
ad-body: mento, equivalentes en pesos a la fecha de la subasta más $ 115.100 por concepto de costas procesales y $ 250.000 por concepto de costas personales. Para tener derecho a hacer posturas en la subasta, todo postor debe rendir una caución suficiente equivalente al 10% del mínimo total establecido para la misma. Esta caución se constituirá mediante un vale vista tomado a propia orden, susceptible de ser endosado al momento de la subasta. Además, la participación en la subasta requiere la presencia física en el tribunal en la fecha y hora indicadas. No se aceptarán ofertas de manera remota. Las posturas por sobre el mínimo y las que le sigan deberán elevarse al menos por la suma de $ 300.000 o alguno de sus múltiplos. El precio de la subasta deberá ser pagado al contado, debiendo consignarse a la orden del Juzgado dentro de quinto día de efectuado el remate, bajo apercibimiento de que, si así no lo hiciere, se dejará sin efecto la subasta y perderá la garantía, por vía de pena, a beneficio de la ejecutante y de la Corporación Administrativa del Poder Judicial por partes iguales. Demás antecedentes autos Rol C-12877-2023, caratulado 'Fondo De Inversión Deuda Hipotecaria Con Subsidio Habitacional/García'. Hipotecario. Secretaria. [1081,8,1334,414]
classified-ad [275,427,528,675]
classified-ad [1349,1679,1603,1749]
ad-body: Civil De Santiago, Huérfanos 1409, 4° piso, se rematará el 21 de abril de 2026 a las 13:00 horas, mediante video- [544,1700,797,1756]
classified-ad [6,1239,259,1631]
classified-ad [1081,435,1334,892]
ad-body: Civil de Santiago, Huérfanos 1409, 3° Piso, el día 22 de Abril de 2026, a las 13:00 horas, se rematarán de forma presencial y en caso de suspenderse por motivos ajenos al Tribunal, se realizará al día siguiente hábil a la misma hora, los inmuebles correspondientes al Departamento N° 1701, del décimo séptimo piso, y el Estacionamiento N° E-50, del subterráneo; ambos del Edificio Activa Blanco Viel, ubicado en calle Ventura Blanco Viel N° 1377, Comuna de San Miguel, Región Metropolitana, según plano de fusión archivado bajo el N° 10.030, y planos de copropiedad archivados bajo los N°s. 10.422, 10.422-A, 10.422-B y 10.422-C; y derechos en proporción al valor de lo adquirido en unión de los adquirentes de los otros inmuebles y de los bienes comunes entre los cuales se encuentra el terreno. Inscrito a fojas 10.171 N° 9369 en el Registro de Propiedad del Conservador de Bienes Raíces de San Miguel, año 2020. Mínimo subasta será la suma total de $ 64.070.160.- Precio remate se pagará dentro de quinto día hábil siguiente de efectuada la subasta. Garantía se efectuará mediante vale vista nominativo al Undécimo Juzgado Civil de Santiago, por monto suficiente conforme a las bases de remate ya aprobadas, en el que debe constar el nombre del tomador del mismo y deberá presentarse en la Secretaría del tribunal al momento de efectuarse el llamado a remate, conjuntamente con la fotocopia de la cédula de identidad del tomador en el caso que éste sea una persona natural, o fianza. En caso de no dar cumplimiento a lo dispuesto por el inciso 5° del artículo 29 de la Ley 21.389, bajo apercibimiento de no ser admitido para participar en el remate como postor. Demás Bases y antecedentes en autos: 'Banco Santander-Chile con Verlezza de Franca', Rol C-20.706-2024. Secretaria. [275,685,528,1286]
ad-heading: REMATE ANTE EL 15° JUZGADO CIvil [1608,1322,1841,1336]
classified-ad [6,448,259,1228]
ad-heading: REMATE: 12° JUZGADO CIVIL DE [544,42,741,57]
classified-ad [1349,295,1603,892]
ad-heading: LICITACIÓN REMATE, DEPARTAmento [275,426,528,441]
ad-body: Huérfanos 1409, Santiago. Remata 7 de mayo de 2026, a las 15:00 horas, por videoconferencia, mediante la plataforma zoom, el inmueble ubicado en calle Avenida Chicureo número catorce mil cien, que corresponde a la casa número cuarenta y dos, del 'Condominio Piedra Roja - Chicureo', etapa dos, comuna de Colina, Región Metropolitana, inscrito a fojas 17375 número 25192 correspondiente al registro de propiedad del año 2023 del Conservador de Bienes Raíces de Santiago. Mínimo subasta $ 409.232.643.- Interesados en subasta deberán consignar garantía suficiente para participar de la misma conforme a las bases de remate, mediante un vale vista endosable a nombre del tribunal y por el monto que se señala en las bases, el que deberá ser digitalizado y acompañado a la carpeta electrónica, a través de la oficina judicial virtual, módulo 'audiencia de remates'. Debe entregar el vale vista materialmente en el tribunal, entre las 9 y las 13 horas del día anterior a la realización de la subasta. Se deja constancia que el link del remate disponible para los postores y ejecutante es el siguiente https://zoom.us/j/6411373990. Demás antecedentes en autos caratulados 'Avla Seguros de Crédito y Garantía S.A./Smith', rol N° C-8042-2023. Secretaria. [275,1321,528,1741]
classified-ad [812,1547,1065,1757]
